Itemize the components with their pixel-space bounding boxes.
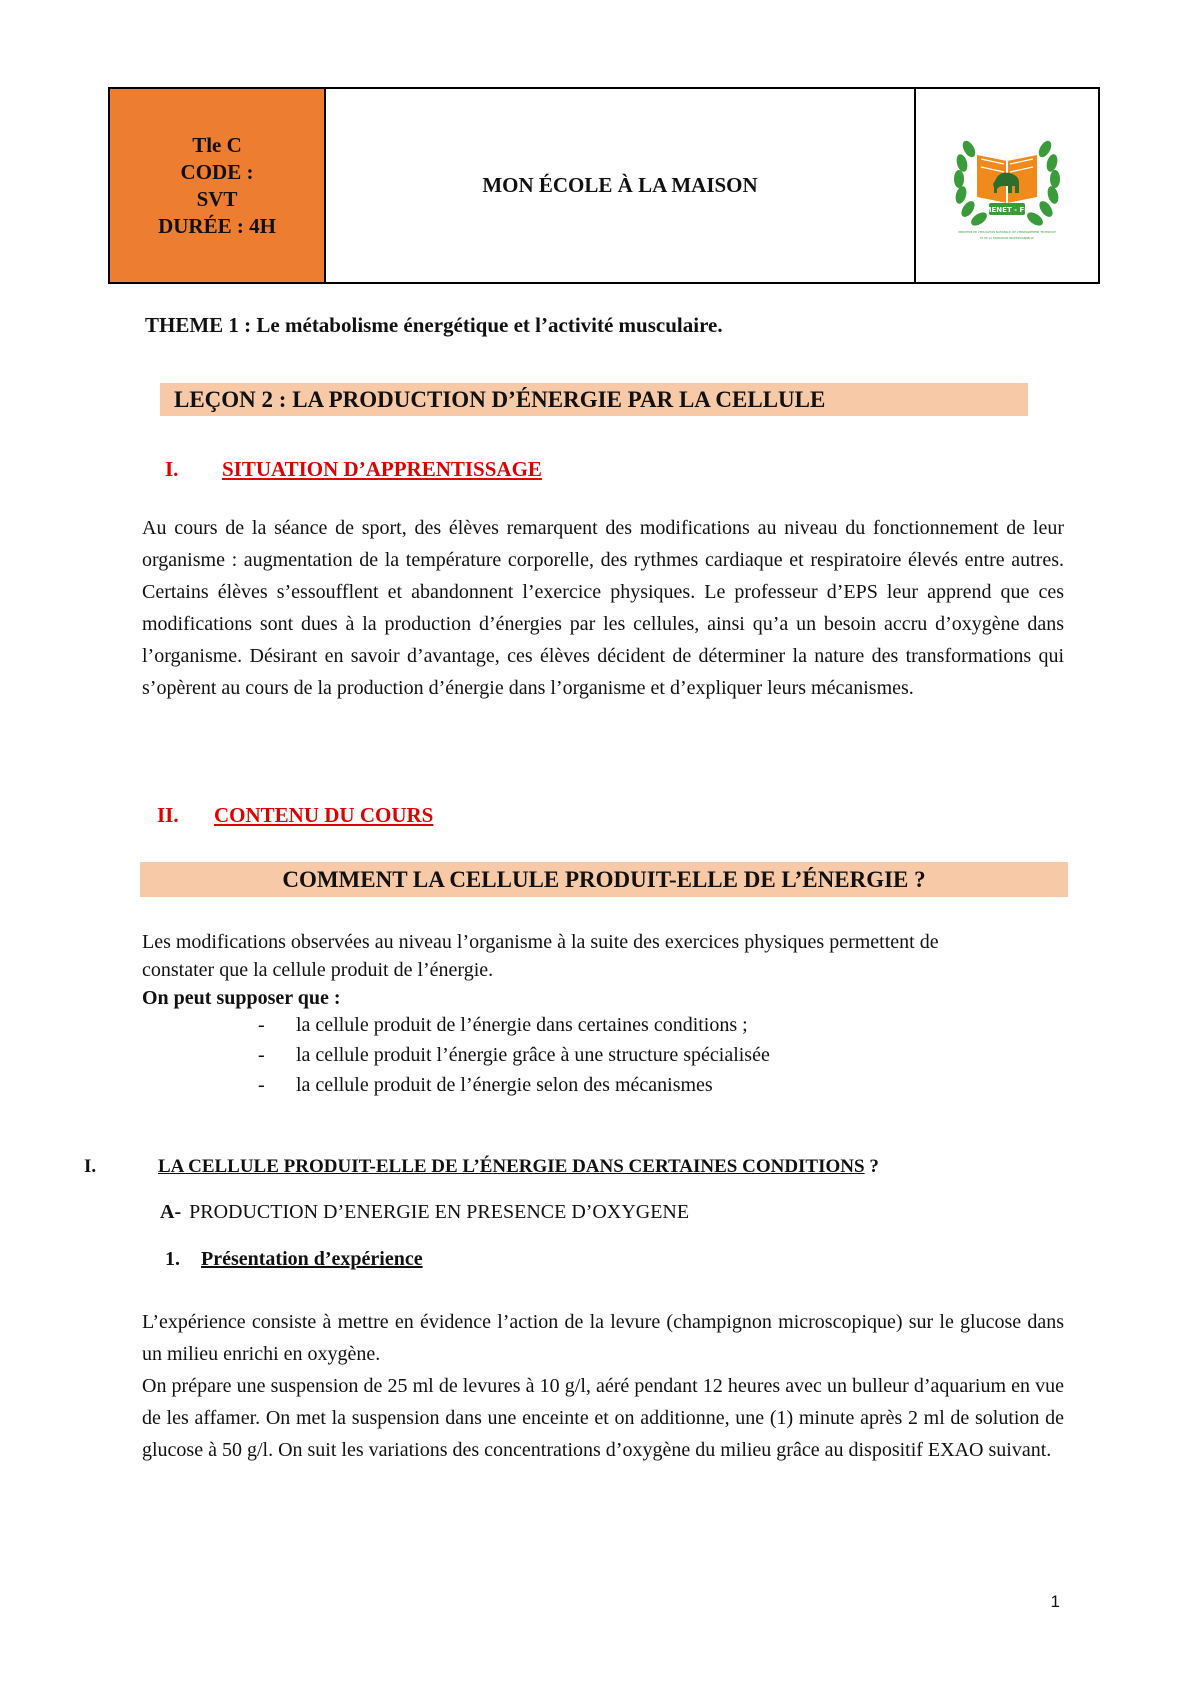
sub-a-label: A-	[160, 1201, 182, 1223]
experiment-text-2: On prépare une suspension de 25 ml de levures à 10 g/l, aéré pendant 12 heures avec un bulleur d’aquarium en vue de les affamer. On met la suspension dans une enceinte et on additionne, une (1) minute après 2 ml de solution de glucose à 50 g/l. On suit les variations des concentrations d’oxygène du milieu grâce au dispositif EXAO suivant.	[142, 1375, 1064, 1461]
page-number: 1	[1050, 1592, 1060, 1611]
intro-paragraph	[142, 928, 992, 1012]
hypothesis-text: la cellule produit de l’énergie selon des mécanismes	[296, 1074, 713, 1096]
ministry-logo-icon	[947, 127, 1067, 245]
question-band	[140, 862, 1068, 897]
part-1-title: LA CELLULE PRODUIT-ELLE DE L’ÉNERGIE DANS CERTAINES CONDITIONS	[158, 1156, 865, 1177]
section-2-number: II.	[157, 803, 179, 827]
item-1-title: Présentation d’expérience	[201, 1248, 423, 1270]
header-table	[108, 87, 1100, 284]
subject-label: SVT	[196, 186, 238, 211]
experiment-text-1: L’expérience consiste à mettre en évidence l’action de la levure (champignon microscopique) sur le glucose dans un milieu enrichi en oxygène.	[142, 1311, 1064, 1365]
section-1-title: SITUATION D’APPRENTISSAGE	[222, 457, 542, 481]
question-title: COMMENT LA CELLULE PRODUIT-ELLE DE L’ÉNERGIE ?	[282, 867, 926, 892]
part-1-suffix: ?	[864, 1156, 879, 1177]
lesson-title: LEÇON 2 : LA PRODUCTION D’ÉNERGIE PAR LA CELLULE	[174, 387, 826, 412]
duration-label: DURÉE : 4H	[158, 213, 276, 238]
logo-badge-text: MENET - FP	[984, 205, 1030, 214]
section-2-title: CONTENU DU COURS	[214, 803, 434, 827]
learning-situation-text: Au cours de la séance de sport, des élèves remarquent des modifications au niveau du fonctionnement de leur organisme : augmentation de la température corporelle, des rythmes cardiaque et respiratoire élevés entre autres. Certains élèves s’essoufflent et abandonnent l’exercice physiques. Le professeur d’EPS leur apprend que ces modifications sont dues à la production d’énergies par les cellules, ainsi qu’a un besoin accru d’oxygène dans l’organisme. Désirant en savoir d’avantage, ces élèves décident de déterminer la nature des transformations qui s’opèrent au cours de la production d’énergie dans l’organisme et d’expliquer leurs mécanismes.	[142, 517, 1064, 699]
logo-caption-line2: ET DE LA FORMATION PROFESSIONNELLE	[980, 236, 1034, 240]
theme-line	[145, 313, 723, 338]
section-2-heading	[157, 803, 433, 828]
sub-a-heading	[160, 1201, 689, 1224]
logo-caption-line1: MINISTERE DE L'EDUCATION NATIONALE, DE L'ENSEIGNEMENT TECHNIQUE	[958, 230, 1056, 234]
intro-text: Les modifications observées au niveau l’organisme à la suite des exercices physiques permettent de constater que la cellule produit de l’énergie.	[142, 931, 939, 981]
experiment-paragraph	[142, 1306, 1064, 1466]
sub-a-title: PRODUCTION D’ENERGIE EN PRESENCE D’OXYGENE	[189, 1201, 690, 1223]
item-1-number: 1.	[165, 1248, 180, 1270]
header-title-cell	[326, 89, 916, 282]
learning-situation-paragraph	[142, 512, 1064, 704]
section-1-number: I.	[165, 457, 179, 481]
theme-label: THEME 1 :	[145, 313, 252, 337]
hypothesis-item: - la cellule produit l’énergie grâce à une structure spécialisée	[258, 1040, 958, 1070]
hypotheses-list	[258, 1010, 958, 1100]
course-info-cell	[110, 89, 326, 282]
hypothesis-item: - la cellule produit de l’énergie selon des mécanismes	[258, 1070, 958, 1100]
part-1-number: I.	[84, 1156, 97, 1177]
hypothesis-text: la cellule produit de l’énergie dans certaines conditions ;	[296, 1014, 748, 1036]
part-1-heading	[84, 1156, 1044, 1178]
item-1-heading	[165, 1248, 423, 1271]
section-1-heading	[165, 457, 542, 482]
suppose-text: On peut supposer que :	[142, 987, 341, 1009]
lesson-title-band	[160, 383, 1028, 416]
header-title: MON ÉCOLE À LA MAISON	[482, 173, 758, 197]
hypothesis-text: la cellule produit l’énergie grâce à une structure spécialisée	[296, 1044, 770, 1066]
code-label: CODE :	[180, 159, 254, 184]
logo-cell	[916, 89, 1098, 282]
level-label: Tle C	[192, 132, 242, 157]
theme-text: Le métabolisme énergétique et l’activité musculaire.	[256, 313, 723, 337]
hypothesis-item: - la cellule produit de l’énergie dans certaines conditions ;	[258, 1010, 958, 1040]
